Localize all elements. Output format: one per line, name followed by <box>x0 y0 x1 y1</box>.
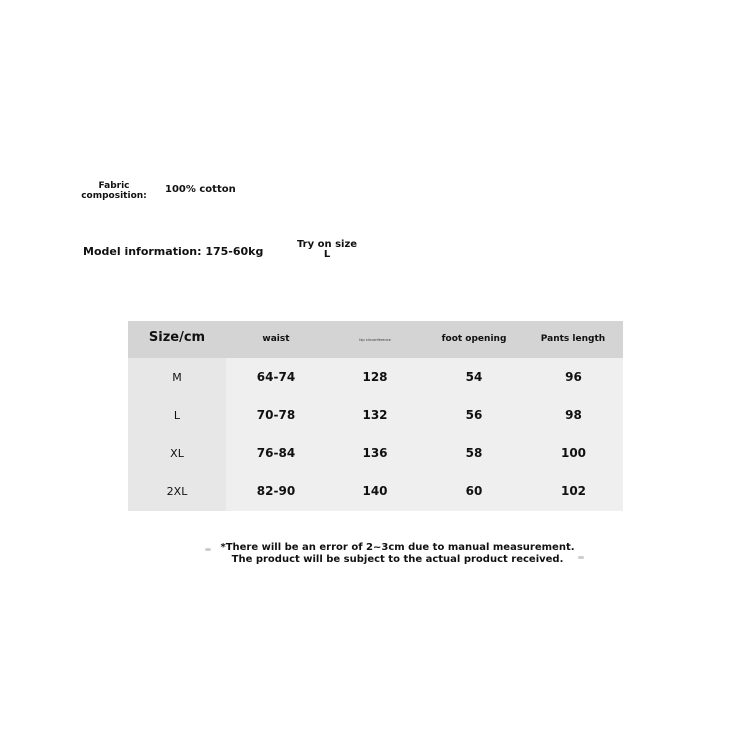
table-row-size: XL <box>170 446 184 460</box>
table-row-waist: 64-74 <box>256 370 296 384</box>
table-row-foot: 60 <box>465 484 483 498</box>
table-row-hip: 128 <box>362 370 388 384</box>
table-row-foot: 56 <box>465 408 483 422</box>
table-row-hip: 136 <box>362 446 388 460</box>
header-foot-opening: foot opening <box>441 334 507 344</box>
table-row-waist: 82-90 <box>256 484 296 498</box>
size-table <box>128 321 623 511</box>
header-pants-length: Pants length <box>540 334 606 344</box>
decorative-mark <box>578 556 584 559</box>
measurement-note: *There will be an error of 2~3cm due to manual measurement. The product will be subject to the actual product received. <box>220 542 575 565</box>
table-row-waist: 70-78 <box>256 408 296 422</box>
table-row-size: 2XL <box>166 484 188 498</box>
table-row-hip: 140 <box>362 484 388 498</box>
header-hip-circumference: hip circumference <box>359 337 391 342</box>
try-on-size: Try on size L <box>296 239 358 260</box>
table-row-length: 102 <box>560 484 587 498</box>
header-waist: waist <box>262 334 290 344</box>
decorative-mark <box>205 548 211 551</box>
table-row-hip: 132 <box>362 408 388 422</box>
table-row-waist: 76-84 <box>256 446 296 460</box>
table-row-length: 100 <box>560 446 587 460</box>
fabric-composition-label: Fabric composition: <box>81 181 147 201</box>
table-row-length: 96 <box>565 370 582 384</box>
fabric-composition-value: 100% cotton <box>165 184 236 195</box>
table-row-foot: 58 <box>465 446 483 460</box>
table-row-size: L <box>173 408 181 422</box>
model-information: Model information: 175-60kg <box>83 245 264 258</box>
header-size: Size/cm <box>148 330 206 345</box>
table-row-length: 98 <box>565 408 582 422</box>
table-row-size: M <box>172 370 182 384</box>
table-row-foot: 54 <box>465 370 483 384</box>
